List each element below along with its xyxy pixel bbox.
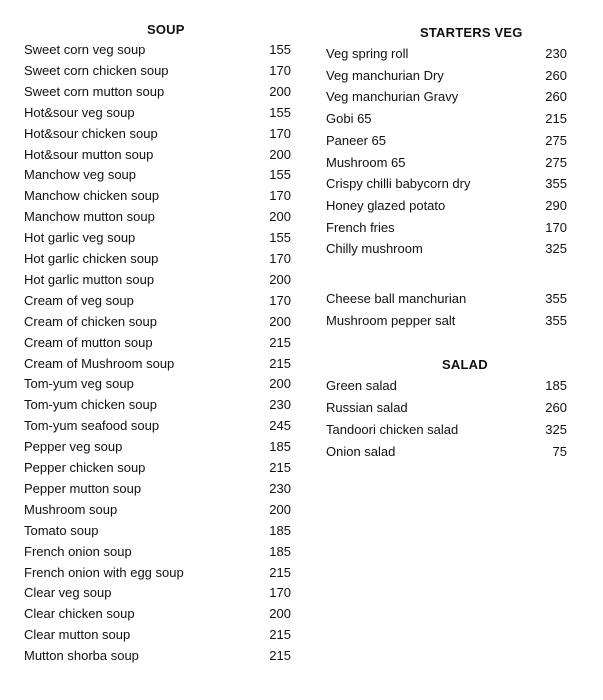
item-price: 290 xyxy=(545,197,567,213)
item-price: 215 xyxy=(269,355,291,371)
item-name: Cream of veg soup xyxy=(24,292,134,308)
item-name: Cream of Mushroom soup xyxy=(24,355,175,371)
item-name: Tom-yum seafood soup xyxy=(24,418,160,434)
item-name: Crispy chilli babycorn dry xyxy=(326,176,471,192)
item-price: 215 xyxy=(269,627,291,643)
item-name: Clear veg soup xyxy=(24,585,112,601)
item-price: 170 xyxy=(545,219,567,235)
item-name: Hot garlic mutton soup xyxy=(24,271,155,287)
item-name: Gobi 65 xyxy=(326,111,372,127)
item-name: Pepper chicken soup xyxy=(24,460,146,475)
item-name: Tandoori chicken salad xyxy=(326,422,459,437)
item-name: Cream of mutton soup xyxy=(24,334,153,350)
item-price: 185 xyxy=(269,439,291,455)
item-price: 75 xyxy=(552,444,567,459)
item-price: 275 xyxy=(545,132,567,148)
item-name: Veg spring roll xyxy=(326,46,409,61)
item-name: Clear mutton soup xyxy=(24,627,131,643)
item-price: 170 xyxy=(269,292,291,308)
item-name: Russian salad xyxy=(326,400,408,415)
item-name: Pepper mutton soup xyxy=(24,480,142,496)
item-name: Veg manchurian Dry xyxy=(326,67,444,83)
item-name: Chilly mushroom xyxy=(326,241,423,257)
item-price: 170 xyxy=(269,125,291,141)
item-price: 325 xyxy=(545,241,567,257)
item-name: Cream of chicken soup xyxy=(24,313,157,329)
item-price: 200 xyxy=(269,271,291,287)
item-price: 200 xyxy=(269,313,291,329)
item-price: 215 xyxy=(269,564,291,580)
item-price: 185 xyxy=(269,522,291,538)
item-name: Manchow mutton soup xyxy=(24,209,155,225)
item-name: Cheese ball manchurian xyxy=(326,291,467,306)
soup-heading: SOUP xyxy=(147,22,185,37)
item-price: 200 xyxy=(269,83,291,99)
item-price: 185 xyxy=(269,543,291,559)
item-name: Hot&sour chicken soup xyxy=(24,125,158,141)
item-price: 230 xyxy=(269,397,291,413)
item-name: Hot garlic chicken soup xyxy=(24,251,159,266)
item-name: Honey glazed potato xyxy=(326,197,446,213)
item-name: Tom-yum veg soup xyxy=(24,376,134,392)
item-name: Paneer 65 xyxy=(326,132,386,148)
item-price: 200 xyxy=(269,376,291,392)
item-price: 155 xyxy=(269,104,291,120)
item-price: 275 xyxy=(545,154,567,170)
item-price: 185 xyxy=(545,378,567,393)
item-name: Tomato soup xyxy=(24,522,99,538)
item-price: 260 xyxy=(545,400,567,415)
item-name: Sweet corn chicken soup xyxy=(24,62,169,78)
item-name: French fries xyxy=(326,219,395,235)
item-name: Mushroom soup xyxy=(24,501,118,517)
item-price: 215 xyxy=(269,334,291,350)
starters-veg-heading: STARTERS VEG xyxy=(420,25,523,40)
item-price: 200 xyxy=(269,501,291,517)
item-price: 170 xyxy=(269,188,291,204)
item-price: 155 xyxy=(269,42,291,57)
item-price: 170 xyxy=(269,251,291,266)
item-price: 245 xyxy=(269,418,291,434)
item-price: 215 xyxy=(545,111,567,127)
item-price: 200 xyxy=(269,209,291,225)
item-price: 260 xyxy=(545,89,567,105)
item-name: Sweet corn veg soup xyxy=(24,42,146,57)
item-name: Tom-yum chicken soup xyxy=(24,397,157,413)
item-price: 230 xyxy=(269,480,291,496)
item-price: 260 xyxy=(545,67,567,83)
item-price: 230 xyxy=(545,46,567,61)
item-price: 170 xyxy=(269,585,291,601)
item-price: 325 xyxy=(545,422,567,437)
item-name: Mutton shorba soup xyxy=(24,648,139,664)
item-name: Mushroom pepper salt xyxy=(326,312,456,328)
item-name: French onion soup xyxy=(24,543,132,559)
item-name: Veg manchurian Gravy xyxy=(326,89,459,105)
item-name: Green salad xyxy=(326,378,397,393)
item-name: French onion with egg soup xyxy=(24,564,184,580)
item-price: 355 xyxy=(545,291,567,306)
item-price: 215 xyxy=(269,460,291,475)
item-price: 355 xyxy=(545,176,567,192)
item-price: 215 xyxy=(269,648,291,664)
item-price: 155 xyxy=(269,230,291,246)
item-price: 200 xyxy=(269,146,291,162)
item-price: 200 xyxy=(269,606,291,622)
item-name: Manchow chicken soup xyxy=(24,188,160,204)
item-name: Manchow veg soup xyxy=(24,167,137,183)
item-name: Pepper veg soup xyxy=(24,439,123,455)
item-name: Hot&sour mutton soup xyxy=(24,146,154,162)
item-price: 355 xyxy=(545,312,567,328)
item-name: Hot&sour veg soup xyxy=(24,104,135,120)
item-name: Clear chicken soup xyxy=(24,606,135,622)
salad-heading: SALAD xyxy=(442,357,488,372)
item-price: 155 xyxy=(269,167,291,183)
item-name: Onion salad xyxy=(326,444,396,459)
item-name: Sweet corn mutton soup xyxy=(24,83,165,99)
item-name: Mushroom 65 xyxy=(326,154,406,170)
item-price: 170 xyxy=(269,62,291,78)
item-name: Hot garlic veg soup xyxy=(24,230,136,246)
